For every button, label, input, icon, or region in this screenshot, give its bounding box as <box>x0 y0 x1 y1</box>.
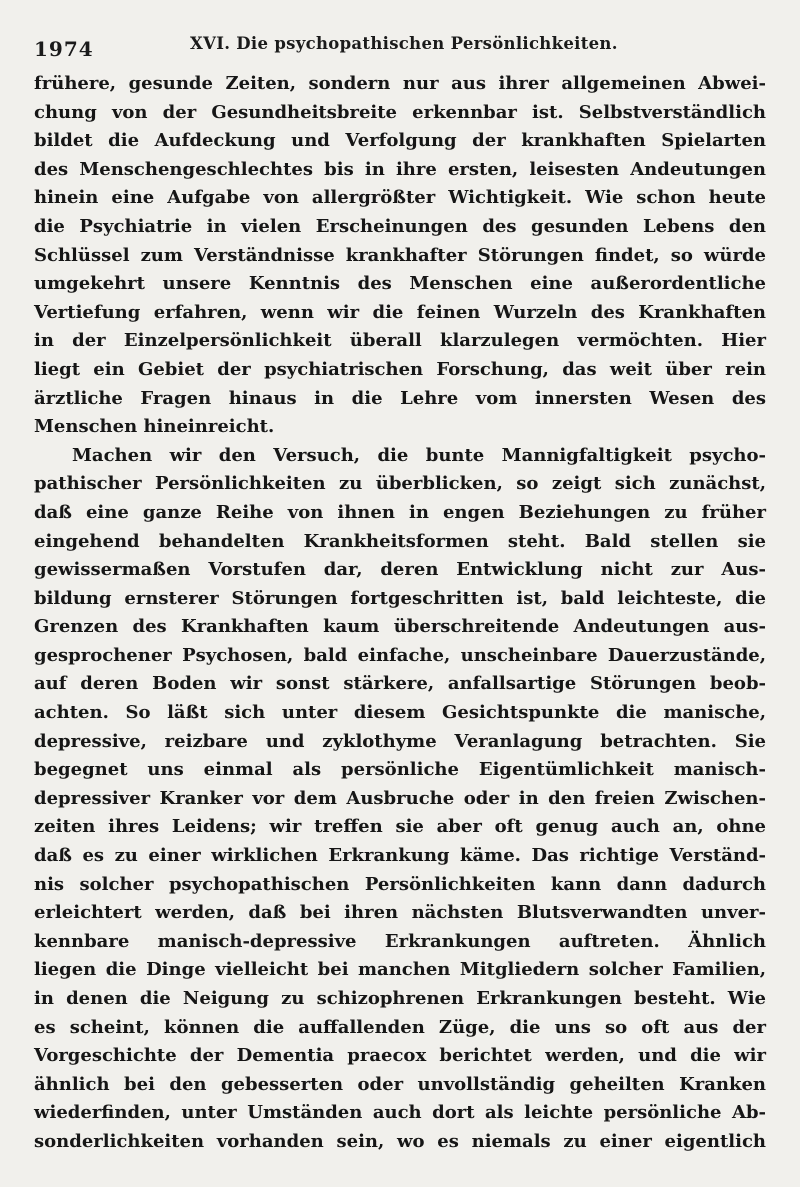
text-line: bildet die Aufdeckung und Verfolgung der krankhaften Spielarten <box>34 130 766 152</box>
paragraph <box>34 442 766 1157</box>
text-line: hinein eine Aufgabe von allergrößter Wichtigkeit. Wie schon heute <box>34 187 766 209</box>
text-line: erleichtert werden, daß bei ihren nächsten Blutsverwandten unver- <box>34 902 766 924</box>
text-line: Grenzen des Krankhaften kaum überschreitende Andeutungen aus- <box>34 616 766 638</box>
text-line: nis solcher psychopathischen Persönlichkeiten kann dann dadurch <box>34 873 766 895</box>
text-line: kennbare manisch-depressive Erkrankungen auftreten. Ähnlich <box>34 930 766 952</box>
text-line: chung von der Gesundheitsbreite erkennbar ist. Selbstverständlich <box>34 101 766 123</box>
text-line: depressive, reizbare und zyklothyme Veranlagung betrachten. Sie <box>34 730 766 752</box>
text-line: gesprochener Psychosen, bald einfache, unscheinbare Dauerzustände, <box>34 644 766 666</box>
text-line: daß es zu einer wirklichen Erkrankung käme. Das richtige Verständ- <box>34 845 766 867</box>
running-head: XVI. Die psychopathischen Persönlichkeiten. <box>190 34 618 53</box>
text-line: bildung ernsterer Störungen fortgeschritten ist, bald leichteste, die <box>34 587 766 609</box>
text-line: umgekehrt unsere Kenntnis des Menschen eine außerordentliche <box>34 273 766 295</box>
text-line: liegen die Dinge vielleicht bei manchen Mitgliedern solcher Familien, <box>34 959 766 981</box>
text-line: Vorgeschichte der Dementia praecox berichtet werden, und die wir <box>34 1045 766 1067</box>
text-line: des Menschengeschlechtes bis in ihre ersten, leisesten Andeutungen <box>34 158 766 180</box>
text-line: pathischer Persönlichkeiten zu überblicken, so zeigt sich zunächst, <box>34 473 766 495</box>
text-line: depressiver Kranker vor dem Ausbruche oder in den freien Zwischen- <box>34 787 766 809</box>
body-text <box>34 70 766 1157</box>
text-line: Vertiefung erfahren, wenn wir die feinen Wurzeln des Krankhaften <box>34 301 766 323</box>
text-line: sonderlichkeiten vorhanden sein, wo es niemals zu einer eigentlich <box>34 1130 766 1152</box>
text-line: achten. So läßt sich unter diesem Gesichtspunkte die manische, <box>34 702 766 724</box>
text-line: ähnlich bei den gebesserten oder unvollständig geheilten Kranken <box>34 1073 766 1095</box>
page-header <box>34 34 770 64</box>
text-line: frühere, gesunde Zeiten, sondern nur aus ihrer allgemeinen Abwei- <box>34 73 766 94</box>
text-line: Schlüssel zum Verständnisse krankhafter Störungen findet, so würde <box>34 244 766 266</box>
text-line: es scheint, können die auffallenden Züge, die uns so oft aus der <box>34 1016 766 1038</box>
text-line: in denen die Neigung zu schizophrenen Erkrankungen besteht. Wie <box>34 988 766 1009</box>
text-line: gewissermaßen Vorstufen dar, deren Entwicklung nicht zur Aus- <box>34 559 766 581</box>
page-number: 1974 <box>34 37 94 61</box>
text-line: Menschen hineinreicht. <box>34 416 275 438</box>
text-line: in der Einzelpersönlichkeit überall klarzulegen vermöchten. Hier <box>34 330 766 352</box>
text-line: daß eine ganze Reihe von ihnen in engen Beziehungen zu früher <box>34 501 766 523</box>
text-line: wiederfinden, unter Umständen auch dort als leichte persönliche Ab- <box>34 1102 766 1124</box>
text-line: eingehend behandelten Krankheitsformen steht. Bald stellen sie <box>34 530 766 552</box>
paragraph <box>34 70 766 442</box>
text-line: begegnet uns einmal als persönliche Eigentümlichkeit manisch- <box>34 759 766 781</box>
text-line: ärztliche Fragen hinaus in die Lehre vom innersten Wesen des <box>34 387 766 409</box>
text-line: die Psychiatrie in vielen Erscheinungen des gesunden Lebens den <box>34 215 766 237</box>
text-line: liegt ein Gebiet der psychiatrischen Forschung, das weit über rein <box>34 358 766 380</box>
text-line: auf deren Boden wir sonst stärkere, anfallsartige Störungen beob- <box>34 673 766 695</box>
text-line: Machen wir den Versuch, die bunte Mannigfaltigkeit psycho- <box>72 444 766 466</box>
text-line: zeiten ihres Leidens; wir treffen sie aber oft genug auch an, ohne <box>34 816 766 838</box>
